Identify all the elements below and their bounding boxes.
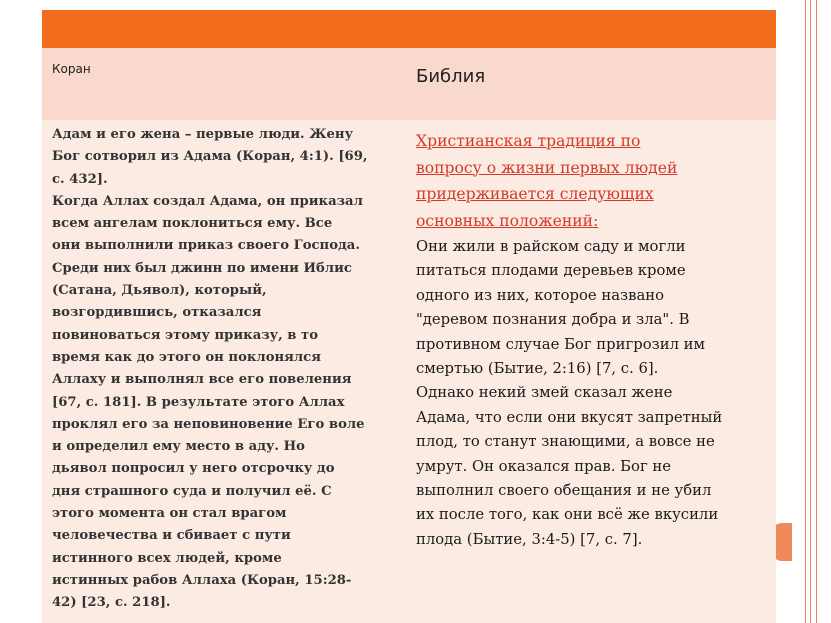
quran-text: Адам и его жена – первые люди. Жену Бог сотворил из Адама (Коран, 4:1). [69, с. 432]. Когда Аллах создал Адама, он приказал всем ангелам поклониться ему. Все они выполнили приказ своего Господа. Среди них был джинн по имени Иблис (Сатана, Дьявол), который, возгордившись, отказался повиноваться этому приказу, в то время как до этого он поклонялся Аллаху и выполнял все его повеления [67, с. 181]. В результате этого Аллах проклял его за неповиновение Его воле и определил ему место в аду. Но дьявол попросил у него отсрочку до дня страшного суда и получил её. С этого момента он стал врагом человечества и сбивает с пути истинного всех людей, кроме истинных рабов Аллаха (Коран, 15:28- 42) [23, с. 218]. bbox=[52, 127, 368, 611]
column-header-bible: Библия bbox=[416, 66, 486, 87]
column-header-quran: Коран bbox=[52, 62, 91, 76]
table-header-bar bbox=[42, 10, 776, 48]
bible-cell bbox=[416, 128, 772, 552]
column-header-row bbox=[42, 48, 776, 120]
bible-heading: Христианская традиция по вопросу о жизни первых людей придерживается следующих основных положений: bbox=[416, 132, 678, 230]
bible-text: Они жили в райском саду и могли питаться плодами деревьев кроме одного из них, которое названо "деревом познания добра и зла". В противном случае Бог пригрозил им смертью (Бытие, 2:16) [7, с. 6]. Однако некий змей сказал жене Адама, что если они вкусят запретный плод, то станут знающими, а вовсе не умрут. Он оказался прав. Бог не выполнил своего обещания и не убил их после того, как они всё же вкусили плода (Бытие, 3:4-5) [7, с. 7]. bbox=[416, 238, 723, 548]
comparison-table bbox=[42, 10, 776, 623]
decorative-border bbox=[791, 0, 831, 623]
